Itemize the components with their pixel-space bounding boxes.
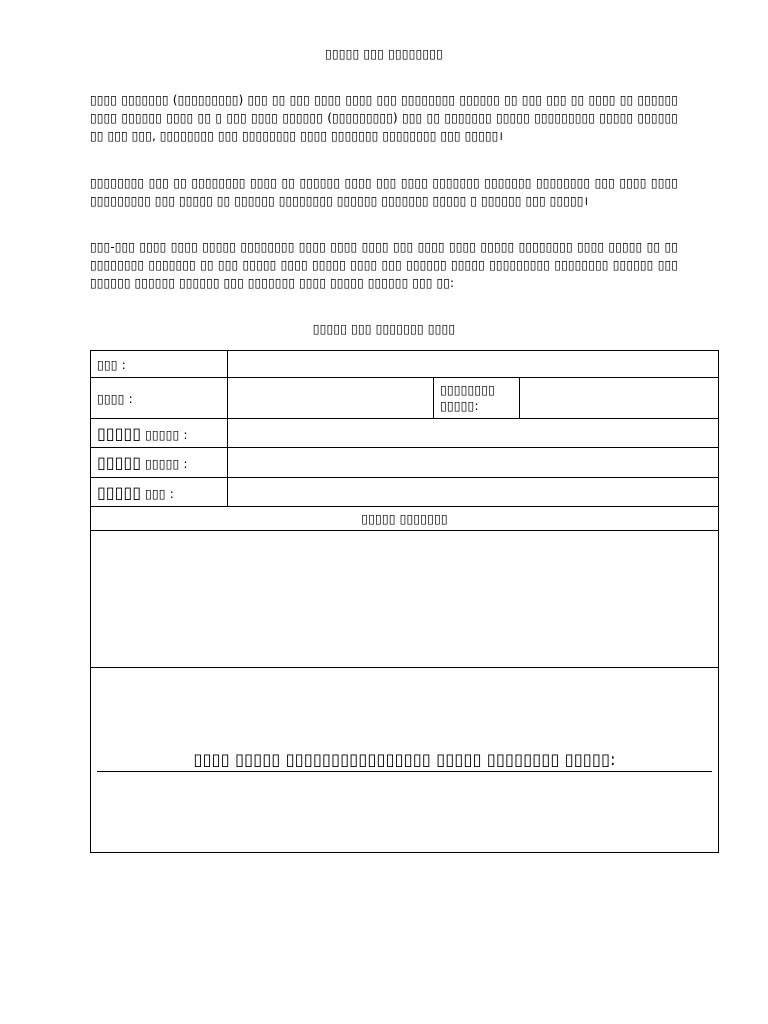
- row-5-label-suffix: ▯▯▯ :: [145, 485, 174, 501]
- complaint-form-table: [90, 350, 719, 853]
- row-3-field[interactable]: [228, 419, 719, 448]
- row-3: [91, 419, 719, 448]
- row-5-label-prefix: ▯▯▯▯▯: [97, 482, 142, 502]
- row-4-label-prefix: ▯▯▯▯▯: [97, 453, 142, 472]
- row-4-label-suffix: ▯▯▯▯▯ :: [145, 456, 188, 471]
- details-header: ▯▯▯▯▯ ▯▯▯▯▯▯▯: [91, 507, 719, 531]
- row-4-field[interactable]: [228, 448, 719, 478]
- row-3-label: [91, 419, 228, 448]
- name-label: ▯▯▯ :: [91, 351, 228, 378]
- reply-heading: ▯▯▯▯ ▯▯▯▯▯ ▯▯▯▯▯▯▯▯▯▯▯▯▯▯▯▯ ▯▯▯▯▯ ▯▯▯▯▯▯▯▯ ▯▯▯▯▯:: [97, 749, 712, 772]
- details-field[interactable]: [91, 531, 719, 668]
- address-field[interactable]: [228, 378, 434, 419]
- reply-row: [91, 668, 719, 853]
- paragraph-1: ▯▯▯▯ ▯▯▯▯▯▯▯ (▯▯▯▯▯▯▯▯▯) ▯▯▯ ▯▯ ▯▯▯ ▯▯▯▯ ▯▯▯▯ ▯▯▯ ▯▯▯▯▯▯▯▯ ▯▯▯▯▯▯ ▯▯ ▯▯▯ ▯▯▯ ▯▯ ▯▯▯▯ ▯▯ ▯▯▯▯▯▯▯▯▯▯ ▯▯▯▯▯▯ ▯▯▯▯ ▯▯ ▯ ▯▯▯ ▯▯▯▯ ▯▯▯▯▯▯ (▯▯▯▯▯▯▯▯▯) ▯▯▯ ▯▯ ▯▯▯▯▯▯▯ ▯▯▯▯▯ ▯▯▯▯▯▯▯▯▯ ▯▯▯▯▯ ▯▯▯▯▯▯▯▯ ▯▯▯ ▯▯▯, ▯▯▯▯▯▯▯▯ ▯▯▯ ▯▯▯▯▯▯▯▯ ▯▯▯▯ ▯▯▯▯▯▯▯ ▯▯▯▯▯▯▯▯ ▯▯▯ ▯▯▯▯▯।: [90, 93, 678, 144]
- document-title: ▯▯▯▯▯ ▯▯▯ ▯▯▯▯▯▯▯▯: [324, 46, 443, 61]
- row-4: [91, 448, 719, 478]
- details-row: [91, 531, 719, 668]
- paragraph-3: ▯▯▯-▯▯▯ ▯▯▯▯ ▯▯▯▯ ▯▯▯▯▯ ▯▯▯▯▯▯▯▯ ▯▯▯▯ ▯▯▯▯ ▯▯▯▯ ▯▯▯ ▯▯▯▯ ▯▯▯▯ ▯▯▯▯▯ ▯▯▯▯▯▯▯▯ ▯▯▯▯ ▯▯▯▯▯ ▯▯ ▯▯▯▯▯▯▯▯▯▯ ▯▯▯▯▯▯▯ ▯▯ ▯▯▯ ▯▯▯▯▯ ▯▯▯▯ ▯▯▯▯▯ ▯▯▯▯ ▯▯▯ ▯▯▯▯▯▯ ▯▯▯▯▯ ▯▯▯▯▯▯▯▯▯ ▯▯▯▯▯▯▯▯ ▯▯▯▯▯▯ ▯▯▯ ▯▯▯▯▯▯ ▯▯▯▯▯▯ ▯▯▯▯▯▯ ▯▯▯ ▯▯▯▯▯▯▯ ▯▯▯▯ ▯▯▯▯▯ ▯▯▯▯▯▯ ▯▯▯ ▯▯:: [90, 240, 678, 291]
- name-row: [91, 351, 719, 378]
- address-label: ▯▯▯▯ :: [91, 378, 228, 419]
- form-title: ▯▯▯▯▯ ▯▯▯ ▯▯▯▯▯▯▯ ▯▯▯▯: [312, 321, 456, 336]
- row-3-label-suffix: ▯▯▯▯▯ :: [145, 426, 188, 442]
- row-4-label: [91, 448, 228, 478]
- name-field[interactable]: [228, 351, 719, 378]
- address-row: [91, 378, 719, 419]
- contact-label: ▯▯▯▯▯▯▯▯ ▯▯▯▯▯:: [434, 378, 520, 419]
- contact-field[interactable]: [520, 378, 719, 419]
- row-3-label-prefix: ▯▯▯▯▯: [97, 423, 142, 443]
- row-5-field[interactable]: [228, 478, 719, 507]
- row-5: [91, 478, 719, 507]
- details-header-row: [91, 507, 719, 531]
- row-5-label: [91, 478, 228, 507]
- paragraph-2: ▯▯▯▯▯▯▯▯ ▯▯▯ ▯▯ ▯▯▯▯▯▯▯▯ ▯▯▯▯ ▯▯ ▯▯▯▯▯▯ ▯▯▯▯ ▯▯▯ ▯▯▯▯ ▯▯▯▯▯▯▯ ▯▯▯▯▯▯▯ ▯▯▯▯▯▯▯▯ ▯▯▯ ▯▯▯▯ ▯▯▯▯ ▯▯▯▯▯▯▯▯▯ ▯▯▯ ▯▯▯▯▯ ▯▯ ▯▯▯▯▯▯ ▯▯▯▯▯▯▯▯ ▯▯▯▯▯▯ ▯▯▯▯▯▯▯ ▯▯▯▯▯ ▯ ▯▯▯▯▯▯ ▯▯▯ ▯▯▯▯▯।: [90, 176, 678, 209]
- reply-section[interactable]: [91, 668, 719, 853]
